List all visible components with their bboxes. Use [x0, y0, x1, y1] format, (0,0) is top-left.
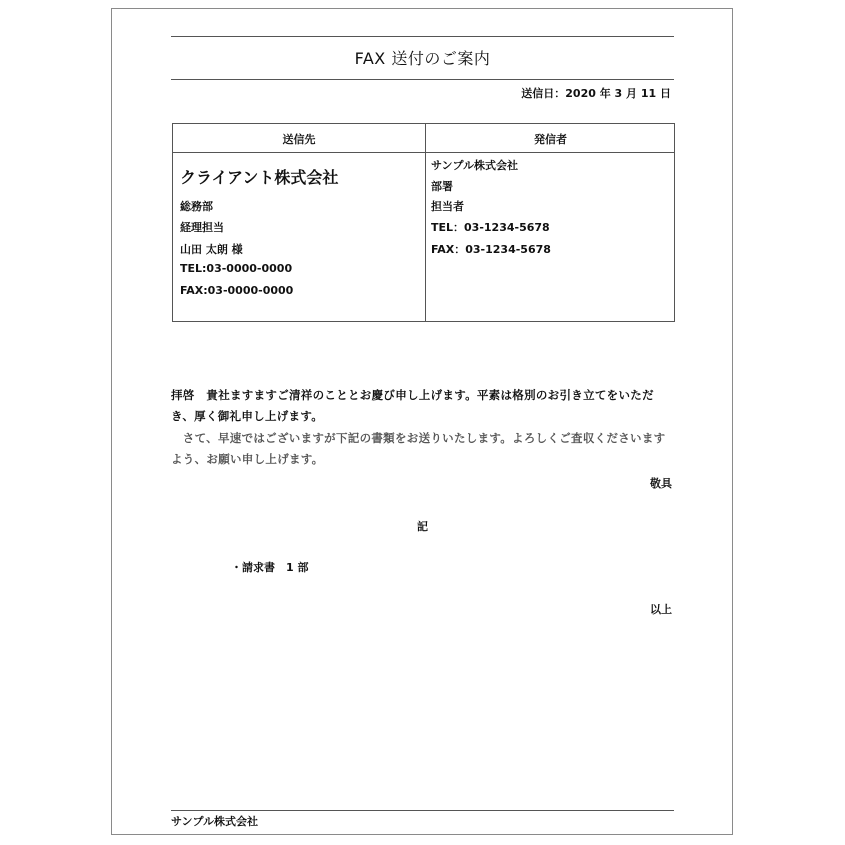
sender-department: 部署 [431, 180, 453, 193]
sender-person: 担当者 [431, 200, 464, 213]
recipient-fax: FAX:03-0000-0000 [180, 284, 294, 297]
sender-company: サンプル株式会社 [431, 159, 519, 172]
recipient-role: 経理担当 [180, 221, 224, 234]
letter-paragraph-greeting: 拝啓 貴社ますますご清祥のこととお慶び申し上げます。平素は格別のお引き立てをいただき、厚く御礼申し上げます。 [171, 388, 654, 423]
recipient-tel: TEL:03-0000-0000 [180, 262, 293, 275]
send-date: 送信日：2020 年 3 月 11 日 [521, 87, 671, 100]
fax-info-table [172, 123, 675, 322]
closing-keigu: 敬具 [650, 477, 672, 490]
title-top-rule [171, 36, 674, 37]
title-bottom-rule [171, 79, 674, 80]
sender-tel: TEL：03-1234-5678 [431, 221, 550, 234]
footer-rule [171, 810, 674, 811]
sender-fax: FAX：03-1234-5678 [431, 243, 551, 256]
recipient-department: 総務部 [180, 200, 213, 213]
ki-heading: 記 [417, 520, 428, 533]
letter-paragraph-request: さて、早速ではございますが下記の書類をお送りいたします。よろしくご査収くださいますよう、お願い申し上げます。 [171, 431, 666, 466]
closing-ijou: 以上 [650, 603, 672, 616]
table-divider-vertical [425, 124, 426, 321]
recipient-header: 送信先 [282, 133, 316, 146]
footer-company: サンプル株式会社 [171, 815, 259, 828]
table-divider-horizontal [173, 152, 674, 153]
enclosure-item: ・請求書 1 部 [231, 561, 309, 574]
recipient-name: 山田 太朗 様 [180, 243, 243, 256]
document-title: FAX 送付のご案内 [354, 49, 491, 68]
recipient-company: クライアント株式会社 [180, 168, 339, 187]
sender-header: 発信者 [534, 133, 567, 146]
